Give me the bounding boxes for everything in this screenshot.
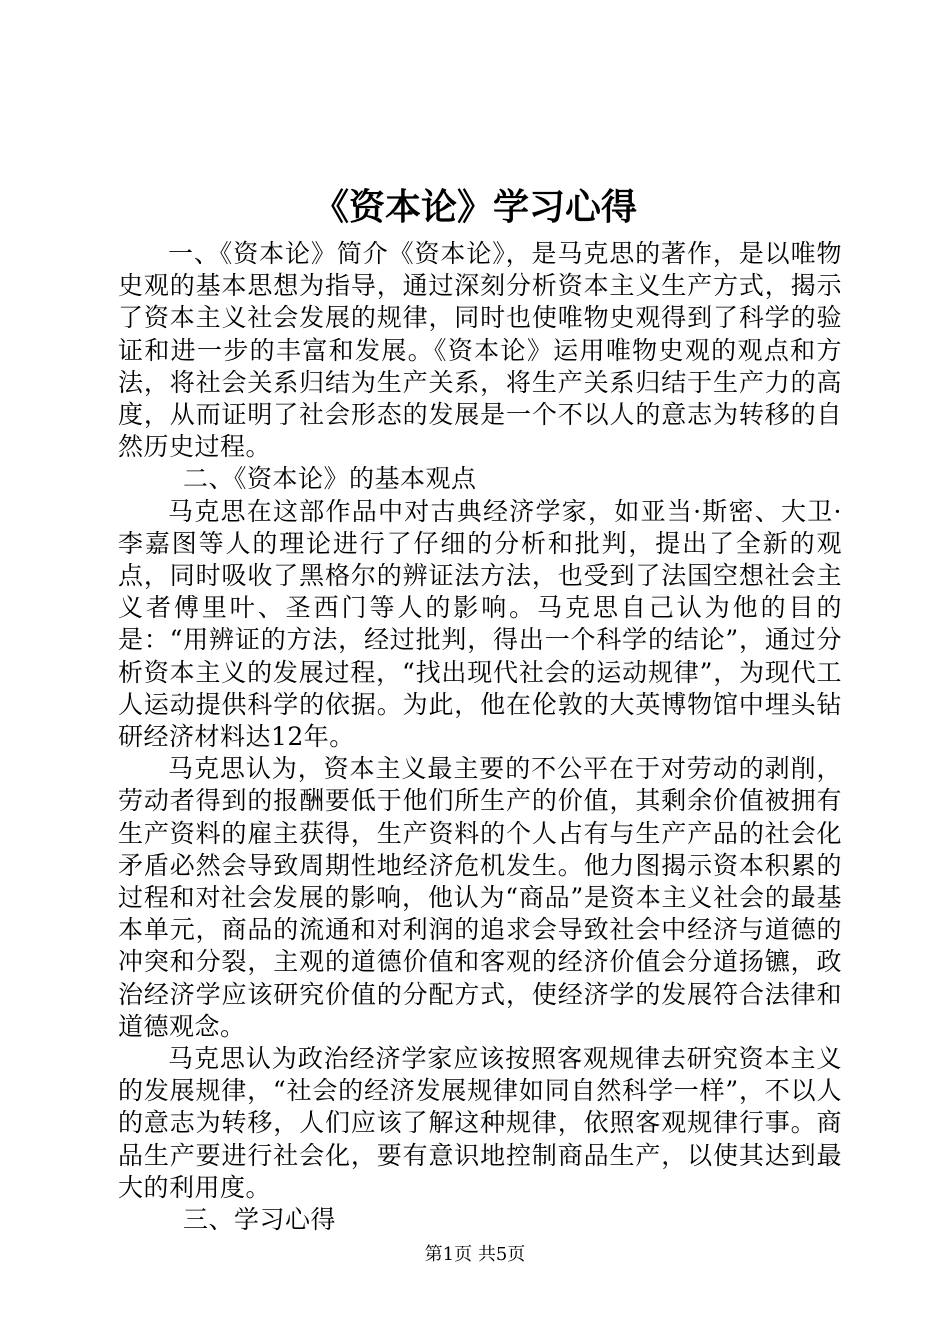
document-body	[118, 238, 842, 1236]
paragraph-marx-critique: 马克思在这部作品中对古典经济学家，如亚当·斯密、大卫·李嘉图等人的理论进行了仔细的分析和批判，提出了全新的观点，同时吸收了黑格尔的辨证法方法，也受到了法国空想社会主义者傅里叶、圣西门等人的影响。马克思自己认为他的目的是：“用辨证的方法，经过批判，得出一个科学的结论”，通过分析资本主义的发展过程，“找出现代社会的运动规律”，为现代工人运动提供科学的依据。为此，他在伦敦的大英博物馆中埋头钻研经济材料达12年。	[118, 496, 842, 752]
page-footer: 第1页 共5页	[424, 1244, 526, 1265]
section-heading-basic-views: 二、《资本论》的基本观点	[183, 464, 477, 494]
page-title: 《资本论》学习心得	[312, 187, 637, 228]
section-heading-learning: 三、学习心得	[183, 1205, 337, 1235]
paragraph-exploitation: 马克思认为，资本主义最主要的不公平在于对劳动的剥削，劳动者得到的报酬要低于他们所生产的价值，其剩余价值被拥有生产资料的雇主获得，生产资料的个人占有与生产产品的社会化矛盾必然会导致周期性地经济危机发生。他力图揭示资本积累的过程和对社会发展的影响，他认为“商品”是资本主义社会的最基本单元，商品的流通和对利润的追求会导致社会中经济与道德的冲突和分裂，主观的道德价值和客观的经济价值会分道扬镳，政治经济学应该研究价值的分配方式，使经济学的发展符合法律和道德观念。	[118, 754, 842, 1041]
paragraph-objective-laws: 马克思认为政治经济学家应该按照客观规律去研究资本主义的发展规律，“社会的经济发展规律如同自然科学一样”，不以人的意志为转移，人们应该了解这种规律，依照客观规律行事。商品生产要进行社会化，要有意识地控制商品生产，以使其达到最大的利用度。	[118, 1044, 842, 1202]
paragraph-intro: 一、《资本论》简介《资本论》，是马克思的著作，是以唯物史观的基本思想为指导，通过深刻分析资本主义生产方式，揭示了资本主义社会发展的规律，同时也使唯物史观得到了科学的验证和进一步的丰富和发展。《资本论》运用唯物史观的观点和方法，将社会关系归结为生产关系，将生产关系归结于生产力的高度，从而证明了社会形态的发展是一个不以人的意志为转移的自然历史过程。	[118, 239, 842, 462]
